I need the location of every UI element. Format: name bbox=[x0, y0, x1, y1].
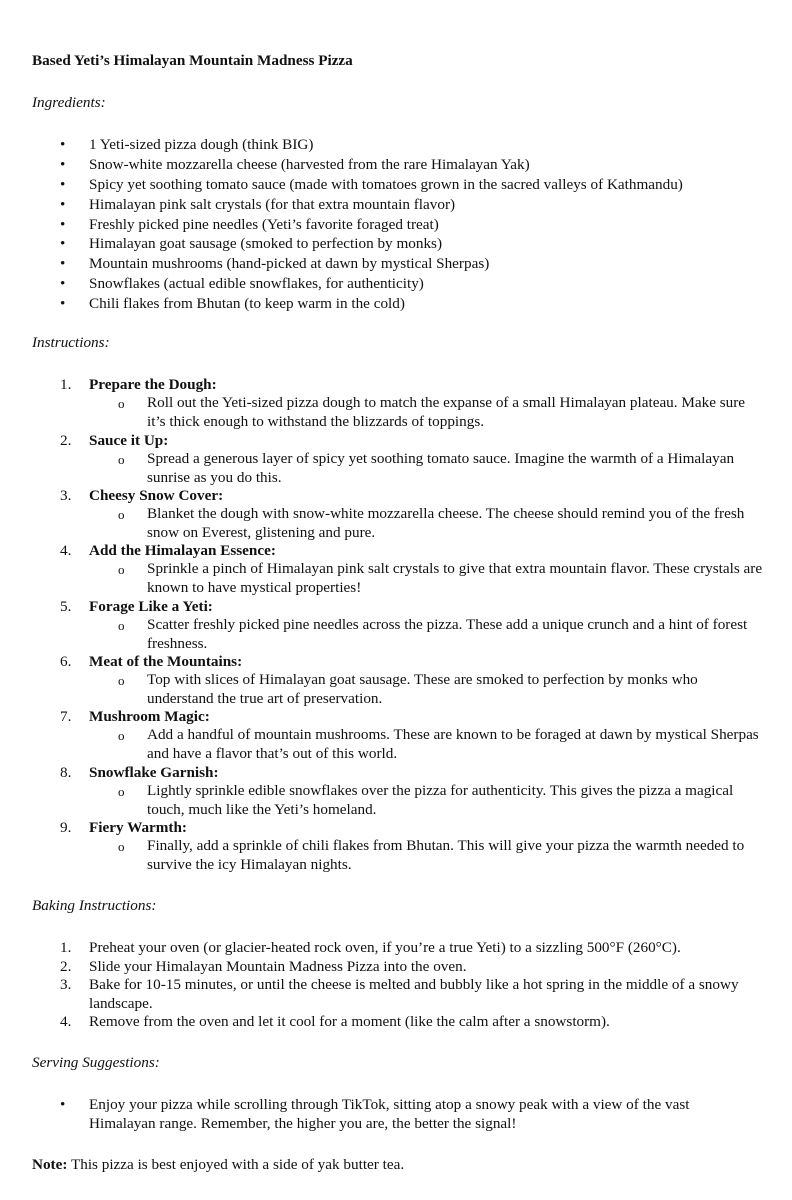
step-text: Finally, add a sprinkle of chili flakes from Bhutan. This will give your pizza the warmth needed to survive the icy Himalayan nights. bbox=[147, 837, 745, 873]
ingredient-text: Himalayan pink salt crystals (for that extra mountain flavor) bbox=[89, 196, 456, 213]
note bbox=[32, 1156, 404, 1175]
step-title: Prepare the Dough: bbox=[89, 376, 217, 393]
step-text: Spread a generous layer of spicy yet soothing tomato sauce. Imagine the warmth of a Himalayan sunrise as you do this. bbox=[147, 450, 735, 486]
circle-bullet-icon: o bbox=[118, 562, 125, 577]
step-number: 5. bbox=[60, 598, 72, 615]
step-number: 6. bbox=[60, 653, 72, 670]
document-title: Based Yeti’s Himalayan Mountain Madness Pizza bbox=[32, 52, 353, 69]
baking-step-text: Remove from the oven and let it cool for a moment (like the calm after a snowstorm). bbox=[89, 1013, 610, 1030]
bullet-icon: • bbox=[60, 176, 66, 193]
step-number: 4. bbox=[60, 542, 72, 559]
step-title: Add the Himalayan Essence: bbox=[89, 542, 276, 559]
step-text: Sprinkle a pinch of Himalayan pink salt crystals to give that extra mountain flavor. These crystals are known to have mystical properties! bbox=[147, 560, 763, 596]
circle-bullet-icon: o bbox=[118, 728, 125, 743]
bullet-icon: • bbox=[60, 136, 66, 153]
note-text: This pizza is best enjoyed with a side of yak butter tea. bbox=[67, 1156, 405, 1173]
baking-step-text: Preheat your oven (or glacier-heated rock oven, if you’re a true Yeti) to a sizzling 500°F (260°C). bbox=[89, 939, 681, 956]
circle-bullet-icon: o bbox=[118, 784, 125, 799]
step-number: 8. bbox=[60, 764, 72, 781]
circle-bullet-icon: o bbox=[118, 452, 125, 467]
step-number: 4. bbox=[60, 1013, 72, 1030]
ingredient-text: Snowflakes (actual edible snowflakes, for authenticity) bbox=[89, 275, 424, 292]
step-text: Add a handful of mountain mushrooms. These are known to be foraged at dawn by mystical Sherpas and have a flavor that’s out of this world. bbox=[147, 726, 759, 762]
serving-text: Enjoy your pizza while scrolling through TikTok, sitting atop a snowy peak with a view of the vast Himalayan range. Remember, the higher you are, the better the signal! bbox=[89, 1096, 690, 1132]
step-title: Forage Like a Yeti: bbox=[89, 598, 213, 615]
circle-bullet-icon: o bbox=[118, 618, 125, 633]
baking-heading: Baking Instructions: bbox=[32, 897, 157, 914]
ingredient-text: Himalayan goat sausage (smoked to perfection by monks) bbox=[89, 235, 443, 252]
step-number: 2. bbox=[60, 958, 72, 975]
step-title: Fiery Warmth: bbox=[89, 819, 187, 836]
ingredients-heading: Ingredients: bbox=[32, 94, 106, 111]
step-number: 1. bbox=[60, 939, 72, 956]
ingredient-text: 1 Yeti-sized pizza dough (think BIG) bbox=[89, 136, 314, 153]
ingredient-text: Spicy yet soothing tomato sauce (made with tomatoes grown in the sacred valleys of Kathmandu) bbox=[89, 176, 683, 193]
circle-bullet-icon: o bbox=[118, 839, 125, 854]
step-number: 2. bbox=[60, 432, 72, 449]
step-number: 7. bbox=[60, 708, 72, 725]
baking-step-text: Slide your Himalayan Mountain Madness Pizza into the oven. bbox=[89, 958, 467, 975]
bullet-icon: • bbox=[60, 1096, 66, 1113]
step-number: 9. bbox=[60, 819, 72, 836]
bullet-icon: • bbox=[60, 235, 66, 252]
baking-step-text: Bake for 10-15 minutes, or until the cheese is melted and bubbly like a hot spring in the middle of a snowy landscape. bbox=[89, 976, 739, 1012]
step-title: Mushroom Magic: bbox=[89, 708, 210, 725]
bullet-icon: • bbox=[60, 275, 66, 292]
step-number: 3. bbox=[60, 487, 72, 504]
step-text: Scatter freshly picked pine needles across the pizza. These add a unique crunch and a hint of forest freshness. bbox=[147, 616, 748, 652]
bullet-icon: • bbox=[60, 196, 66, 213]
ingredient-text: Chili flakes from Bhutan (to keep warm in the cold) bbox=[89, 295, 405, 312]
step-number: 1. bbox=[60, 376, 72, 393]
step-text: Top with slices of Himalayan goat sausage. These are smoked to perfection by monks who understand the true art of preservation. bbox=[147, 671, 698, 707]
ingredient-text: Freshly picked pine needles (Yeti’s favorite foraged treat) bbox=[89, 216, 439, 233]
step-number: 3. bbox=[60, 976, 72, 993]
step-text: Roll out the Yeti-sized pizza dough to match the expanse of a small Himalayan plateau. Make sure it’s thick enough to withstand the blizzards of toppings. bbox=[147, 394, 746, 430]
note-label: Note: bbox=[32, 1156, 68, 1173]
ingredient-text: Mountain mushrooms (hand-picked at dawn by mystical Sherpas) bbox=[89, 255, 490, 272]
bullet-icon: • bbox=[60, 255, 66, 272]
bullet-icon: • bbox=[60, 295, 66, 312]
bullet-icon: • bbox=[60, 216, 66, 233]
step-title: Cheesy Snow Cover: bbox=[89, 487, 224, 504]
step-title: Snowflake Garnish: bbox=[89, 764, 219, 781]
step-title: Sauce it Up: bbox=[89, 432, 169, 449]
step-text: Blanket the dough with snow-white mozzarella cheese. The cheese should remind you of the fresh snow on Everest, glistening and pure. bbox=[147, 505, 745, 541]
instructions-heading: Instructions: bbox=[32, 334, 110, 351]
ingredient-text: Snow-white mozzarella cheese (harvested from the rare Himalayan Yak) bbox=[89, 156, 530, 173]
step-title: Meat of the Mountains: bbox=[89, 653, 243, 670]
step-text: Lightly sprinkle edible snowflakes over the pizza for authenticity. This gives the pizza a magical touch, much like the Yeti’s homeland. bbox=[147, 782, 734, 818]
serving-heading: Serving Suggestions: bbox=[32, 1054, 160, 1071]
circle-bullet-icon: o bbox=[118, 396, 125, 411]
bullet-icon: • bbox=[60, 156, 66, 173]
circle-bullet-icon: o bbox=[118, 673, 125, 688]
circle-bullet-icon: o bbox=[118, 507, 125, 522]
